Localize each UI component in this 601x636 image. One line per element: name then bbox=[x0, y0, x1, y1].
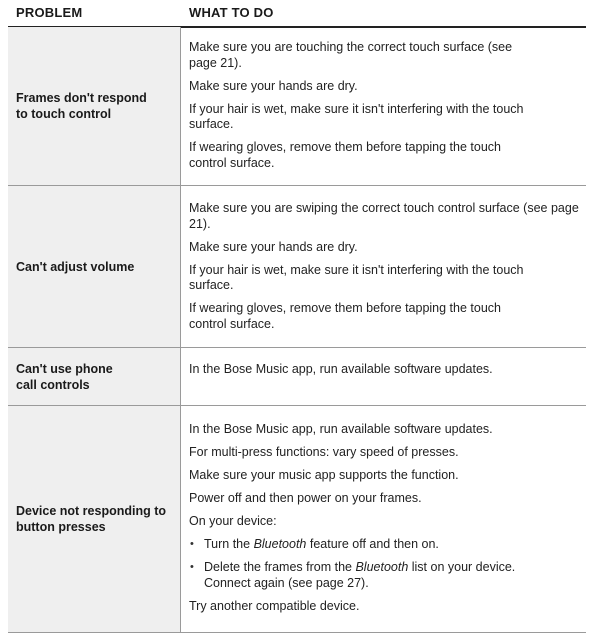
problem-text: Can't use phone call controls bbox=[16, 361, 113, 392]
bullet-list bbox=[189, 537, 580, 591]
problem-cell bbox=[8, 348, 181, 405]
solution-step: If wearing gloves, remove them before tapping the touch control surface. bbox=[189, 140, 501, 170]
header-problem: PROBLEM bbox=[16, 5, 83, 20]
solution-step: Make sure your music app supports the function. bbox=[189, 468, 459, 482]
solution-step: Make sure your hands are dry. bbox=[189, 78, 358, 93]
problem-text: Can't adjust volume bbox=[16, 259, 135, 274]
solution-cell bbox=[189, 422, 580, 622]
table-row bbox=[8, 27, 586, 186]
solution-step: Make sure you are swiping the correct touch control surface (see page 21). bbox=[189, 201, 579, 231]
bullet-item: • Turn the Bluetooth feature off and then on. bbox=[190, 537, 439, 551]
solution-step: Power off and then power on your frames. bbox=[189, 491, 422, 505]
table-row bbox=[8, 348, 586, 406]
problem-cell bbox=[8, 406, 181, 632]
solution-step: If your hair is wet, make sure it isn't interfering with the touch surface. bbox=[189, 262, 524, 292]
solution-cell bbox=[189, 362, 580, 385]
problem-cell bbox=[8, 186, 181, 347]
solution-cell bbox=[189, 40, 580, 179]
solution-step: On your device: bbox=[189, 514, 277, 528]
table-header bbox=[8, 0, 586, 28]
solution-step: Make sure your hands are dry. bbox=[189, 239, 358, 254]
problem-text: Device not responding to button presses bbox=[16, 504, 167, 534]
problem-text: Frames don't respond to touch control bbox=[16, 91, 147, 121]
table-row bbox=[8, 186, 586, 348]
bullet-dot-icon: • bbox=[190, 561, 194, 573]
solution-step: Make sure you are touching the correct touch surface (see page 21). bbox=[189, 40, 513, 70]
solution-step: In the Bose Music app, run available software updates. bbox=[189, 422, 493, 436]
solution-cell bbox=[189, 201, 580, 340]
bullet-item: • Delete the frames from the Bluetooth list on your device. Connect again (see page 27). bbox=[190, 560, 516, 590]
header-what-to-do: WHAT TO DO bbox=[189, 5, 274, 20]
solution-step: If your hair is wet, make sure it isn't interfering with the touch surface. bbox=[189, 101, 524, 131]
solution-step: In the Bose Music app, run available software updates. bbox=[189, 362, 493, 376]
solution-step: If wearing gloves, remove them before tapping the touch control surface. bbox=[189, 301, 501, 331]
solution-step: Try another compatible device. bbox=[189, 598, 360, 613]
bullet-dot-icon: • bbox=[190, 538, 194, 550]
table-row bbox=[8, 406, 586, 633]
problem-cell bbox=[8, 27, 181, 185]
solution-step: For multi-press functions: vary speed of presses. bbox=[189, 445, 459, 459]
